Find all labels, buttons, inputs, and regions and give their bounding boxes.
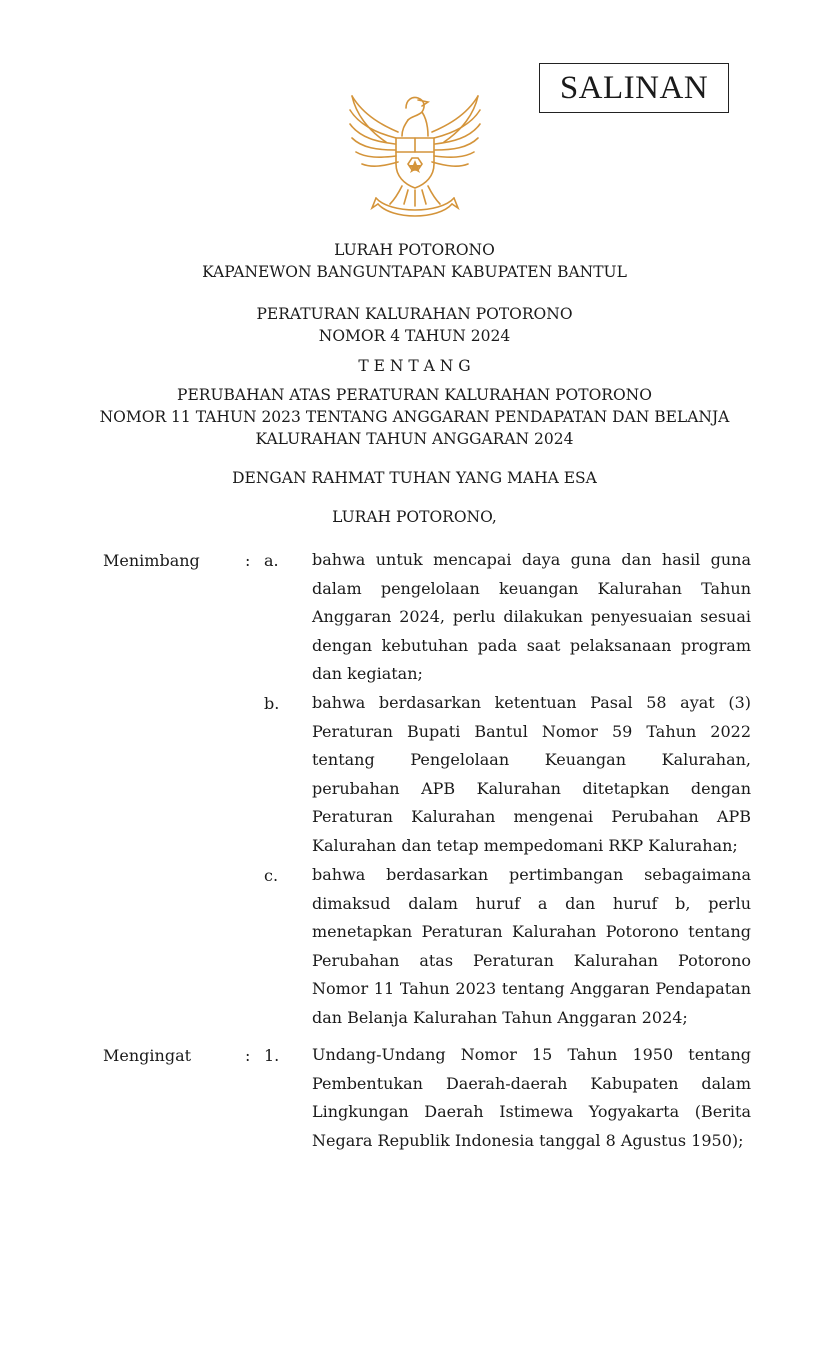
header-line-lurah: LURAH POTORONO — [334, 241, 495, 259]
salinan-stamp: SALINAN — [539, 63, 729, 113]
menimbang-item-c: bahwa berdasarkan pertimbangan sebagaimana dimaksud dalam huruf a dan huruf b, perlu menetapkan Peraturan Kalurahan Potorono tentang Perubahan atas Peraturan Kalurahan Potorono Nomor 11 Tahun 2023 tentang Anggaran Pendapatan dan Belanja Kalurahan Tahun Anggaran 2024; — [312, 865, 751, 1027]
menimbang-item-b: bahwa berdasarkan ketentuan Pasal 58 ayat (3) Peraturan Bupati Bantul Nomor 59 Tahun 2022 tentang Pengelolaan Keuangan Kalurahan, perubahan APB Kalurahan ditetapkan dengan Peraturan Kalurahan mengenai Perubahan APB Kalurahan dan tetap mempedomani RKP Kalurahan; — [312, 693, 751, 855]
mengingat-label: Mengingat — [103, 1046, 192, 1065]
regulation-subject-line-2: NOMOR 11 TAHUN 2023 TENTANG ANGGARAN PENDAPATAN DAN BELANJA — [99, 408, 730, 426]
mengingat-colon: : — [245, 1046, 251, 1065]
regulation-subject-line-1: PERUBAHAN ATAS PERATURAN KALURAHAN POTORONO — [177, 386, 652, 404]
mengingat-marker-1: 1. — [264, 1046, 280, 1065]
regulation-about: T E N T A N G — [358, 357, 471, 375]
menimbang-marker-c: c. — [264, 866, 279, 885]
issuer-line: LURAH POTORONO, — [332, 508, 497, 526]
menimbang-label: Menimbang — [103, 551, 200, 570]
garuda-pancasila-emblem-icon — [346, 86, 484, 226]
blessing-line: DENGAN RAHMAT TUHAN YANG MAHA ESA — [232, 469, 597, 487]
menimbang-marker-a: a. — [264, 551, 279, 570]
regulation-number: NOMOR 4 TAHUN 2024 — [318, 327, 511, 345]
menimbang-colon: : — [245, 551, 251, 570]
menimbang-item-a: bahwa untuk mencapai daya guna dan hasil guna dalam pengelolaan keuangan Kalurahan Tahun Anggaran 2024, perlu dilakukan penyesuaian sesuai dengan kebutuhan pada saat pelaksanaan program dan kegiatan; — [312, 550, 751, 684]
regulation-title: PERATURAN KALURAHAN POTORONO — [256, 305, 573, 323]
regulation-subject-line-3: KALURAHAN TAHUN ANGGARAN 2024 — [255, 430, 574, 448]
header-line-kapanewon: KAPANEWON BANGUNTAPAN KABUPATEN BANTUL — [202, 263, 627, 281]
mengingat-item-1: Undang-Undang Nomor 15 Tahun 1950 tentang Pembentukan Daerah-daerah Kabupaten dalam Lingkungan Daerah Istimewa Yogyakarta (Berita Negara Republik Indonesia tanggal 8 Agustus 1950); — [312, 1045, 751, 1150]
menimbang-marker-b: b. — [264, 694, 280, 713]
